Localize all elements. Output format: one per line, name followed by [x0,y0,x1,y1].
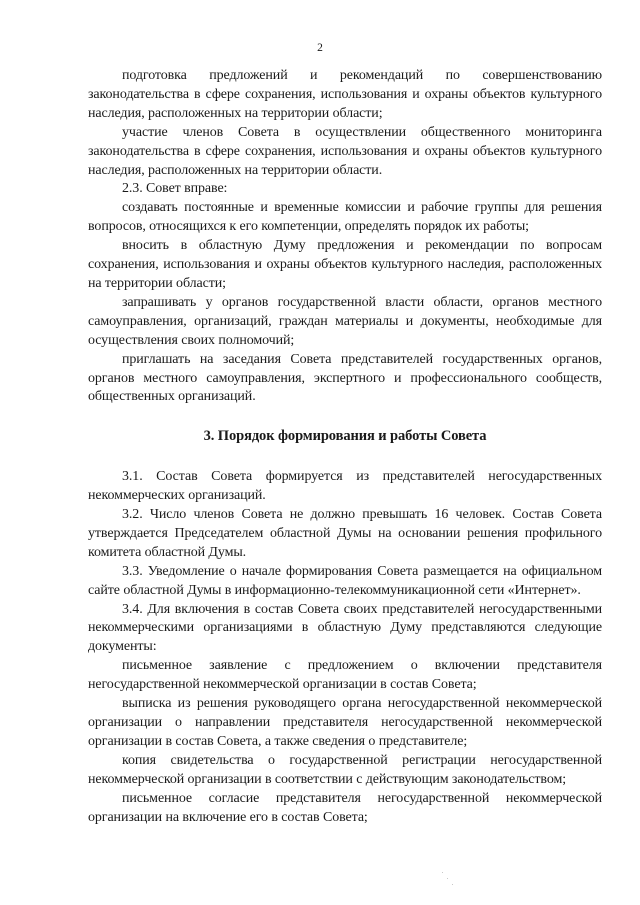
paragraph: приглашать на заседания Совета представителей государственных органов, органов местного самоуправления, экспертного и профессионального сообществ, общественных организаций. [88,351,602,405]
paragraph: 3.4. Для включения в состав Совета своих представителей негосударственными некоммерческими организациями в областную Думу представляются следующие документы: [88,601,602,655]
section-heading: 3. Порядок формирования и работы Совета [203,428,487,445]
scan-speck [447,878,448,879]
paragraph: 3.1. Состав Совета формируется из представителей негосударственных некоммерческих организаций. [88,469,602,504]
paragraph: участие членов Совета в осуществлении общественного мониторинга законодательства в сфере сохранения, использования и охраны объектов культурного наследия, расположенных на территории области. [88,124,602,178]
paragraph: выписка из решения руководящего органа негосударственной некоммерческой организации о направлении представителя негосударственной некоммерческой организации в состав Совета, а также сведения о представителе; [88,696,602,749]
paragraph: письменное согласие представителя негосударственной некоммерческой организации на включение его в состав Совета; [88,790,602,825]
scan-speck [452,884,453,885]
page-number: 2 [317,42,323,54]
scan-speck [442,872,443,873]
paragraph: подготовка предложений и рекомендаций по совершенствованию законодательства в сфере сохранения, использования и охраны объектов культурного наследия, расположенных на территории области; [88,68,602,121]
paragraph: вносить в областную Думу предложения и рекомендации по вопросам сохранения, использования и охраны объектов культурного наследия, расположенных на территории области; [88,238,602,291]
paragraph: копия свидетельства о государственной регистрации негосударственной некоммерческой организации в соответствии с действующим законодательством; [88,752,602,787]
document-body [88,67,602,827]
paragraph: 3.2. Число членов Совета не должно превышать 16 человек. Состав Совета утверждается Председателем областной Думы на основании решения профильного комитета областной Думы. [88,507,602,560]
paragraph: письменное заявление с предложением о включении представителя негосударственной некоммерческой организации в состав Совета; [88,658,602,693]
paragraph: 3.3. Уведомление о начале формирования Совета размещается на официальном сайте областной Думы в информационно-телекоммуникационной сети «Интернет». [88,563,602,598]
paragraph: создавать постоянные и временные комиссии и рабочие группы для решения вопросов, относящихся к его компетенции, определять порядок их работы; [88,200,602,235]
paragraph: 2.3. Совет вправе: [122,181,228,197]
paragraph: запрашивать у органов государственной власти области, органов местного самоуправления, организаций, граждан материалы и документы, необходимые для осуществления своих полномочий; [88,294,602,348]
